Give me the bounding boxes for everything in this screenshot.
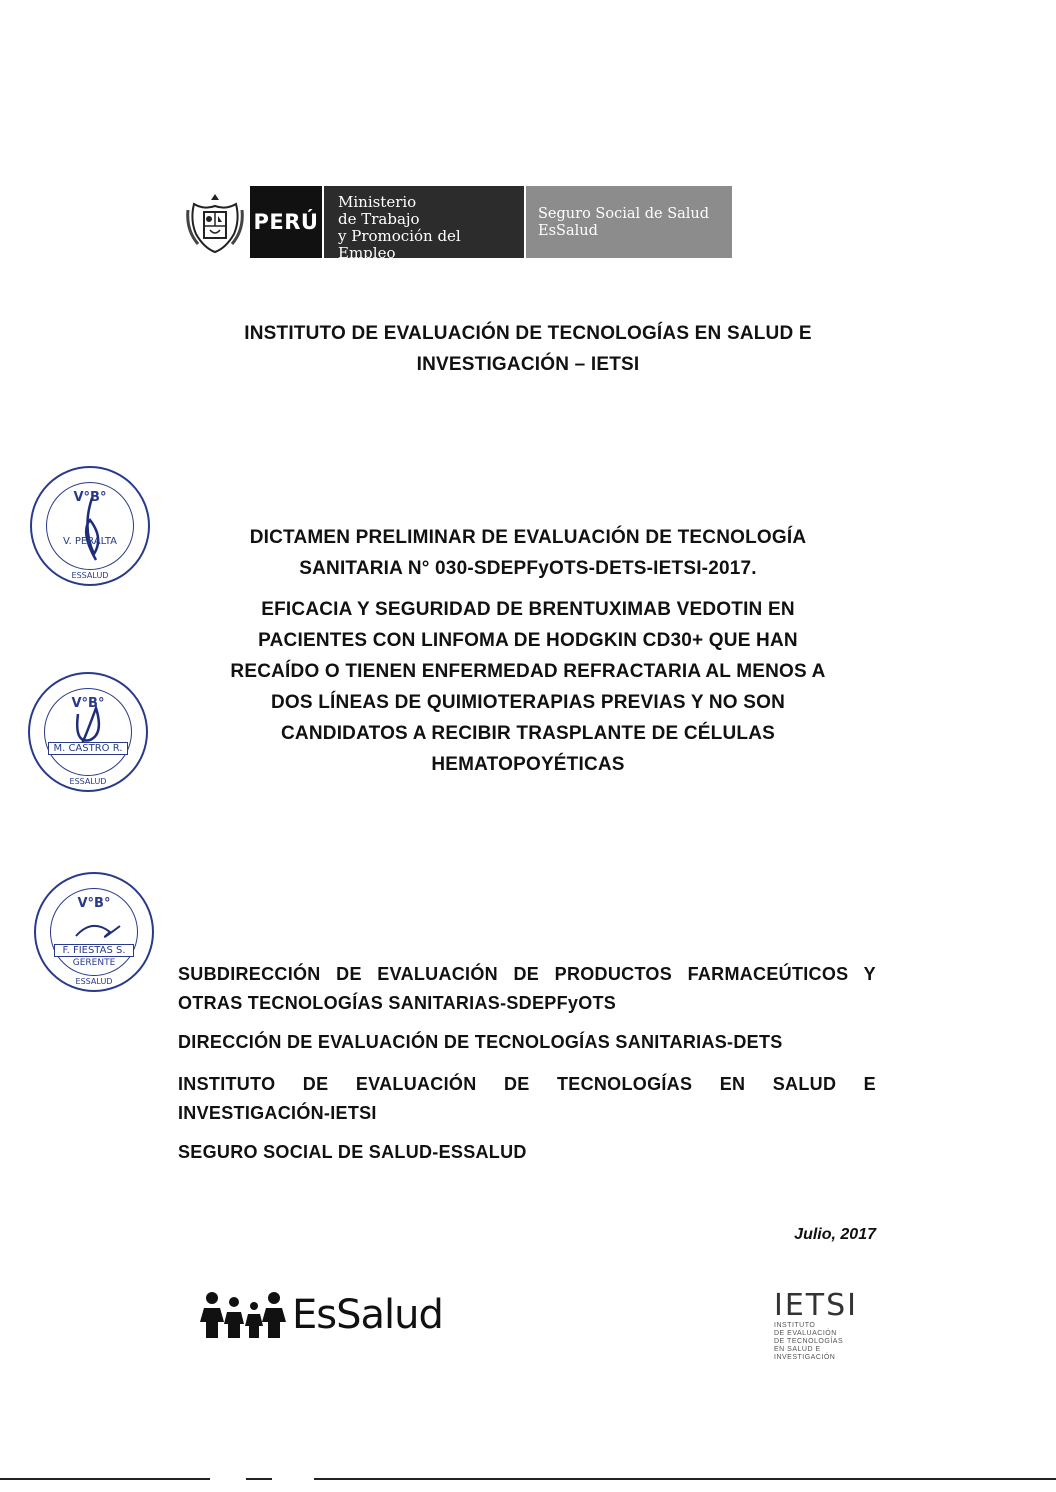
agency-name: Seguro Social de Salud EsSalud <box>524 186 732 258</box>
approval-stamp: V°B° M. CASTRO R. ESSALUD <box>28 672 148 792</box>
peru-coat-of-arms-icon <box>180 186 250 258</box>
scan-edge-line <box>0 1478 210 1480</box>
approval-stamp: V°B° V. PERALTA ESSALUD <box>30 466 150 586</box>
ietsi-logo: IETSI INSTITUTO DE EVALUACIÓN DE TECNOLOGÍAS EN SALUD E INVESTIGACIÓN <box>774 1288 859 1361</box>
country-label: PERÚ <box>250 186 322 258</box>
department-ietsi: INSTITUTO DE EVALUACIÓN DE TECNOLOGÍAS EN SALUD E INVESTIGACIÓN-IETSI <box>178 1074 876 1123</box>
family-icon <box>200 1290 286 1340</box>
document-subject: EFICACIA Y SEGURIDAD DE BRENTUXIMAB VEDOTIN EN PACIENTES CON LINFOMA DE HODGKIN CD30+ QUE HAN RECAÍDO O TIENEN ENFERMEDAD REFRACTARIA AL MENOS A DOS LÍNEAS DE QUIMIOTERAPIAS PREVIAS Y NO SON CANDIDATOS A RECIBIR TRASPLANTE DE CÉLULAS HEMATOPOYÉTICAS <box>230 599 826 775</box>
department-sdepfyots: SUBDIRECCIÓN DE EVALUACIÓN DE PRODUCTOS FARMACEÚTICOS Y OTRAS TECNOLOGÍAS SANITARIAS-SDEPFyOTS <box>178 964 876 1013</box>
document-date: Julio, 2017 <box>794 1226 876 1243</box>
signature-icon <box>32 468 152 588</box>
institute-title: INSTITUTO DE EVALUACIÓN DE TECNOLOGÍAS EN SALUD E INVESTIGACIÓN – IETSI <box>244 323 812 375</box>
department-dets: DIRECCIÓN DE EVALUACIÓN DE TECNOLOGÍAS SANITARIAS-DETS <box>178 1032 783 1052</box>
ministry-name: Ministerio de Trabajo y Promoción del Empleo <box>322 186 524 258</box>
scan-edge-line <box>314 1478 1056 1480</box>
essalud-logo: EsSalud <box>200 1290 443 1340</box>
scan-edge-line <box>246 1478 272 1480</box>
approval-stamp: V°B° F. FIESTAS S. GERENTE ESSALUD <box>34 872 154 992</box>
signature-icon <box>36 874 156 994</box>
government-header-banner <box>180 186 732 262</box>
signature-icon <box>30 674 150 794</box>
department-essalud: SEGURO SOCIAL DE SALUD-ESSALUD <box>178 1142 527 1162</box>
dictamen-title: DICTAMEN PRELIMINAR DE EVALUACIÓN DE TECNOLOGÍA SANITARIA N° 030-SDEPFyOTS-DETS-IETSI-2017. <box>249 527 807 579</box>
